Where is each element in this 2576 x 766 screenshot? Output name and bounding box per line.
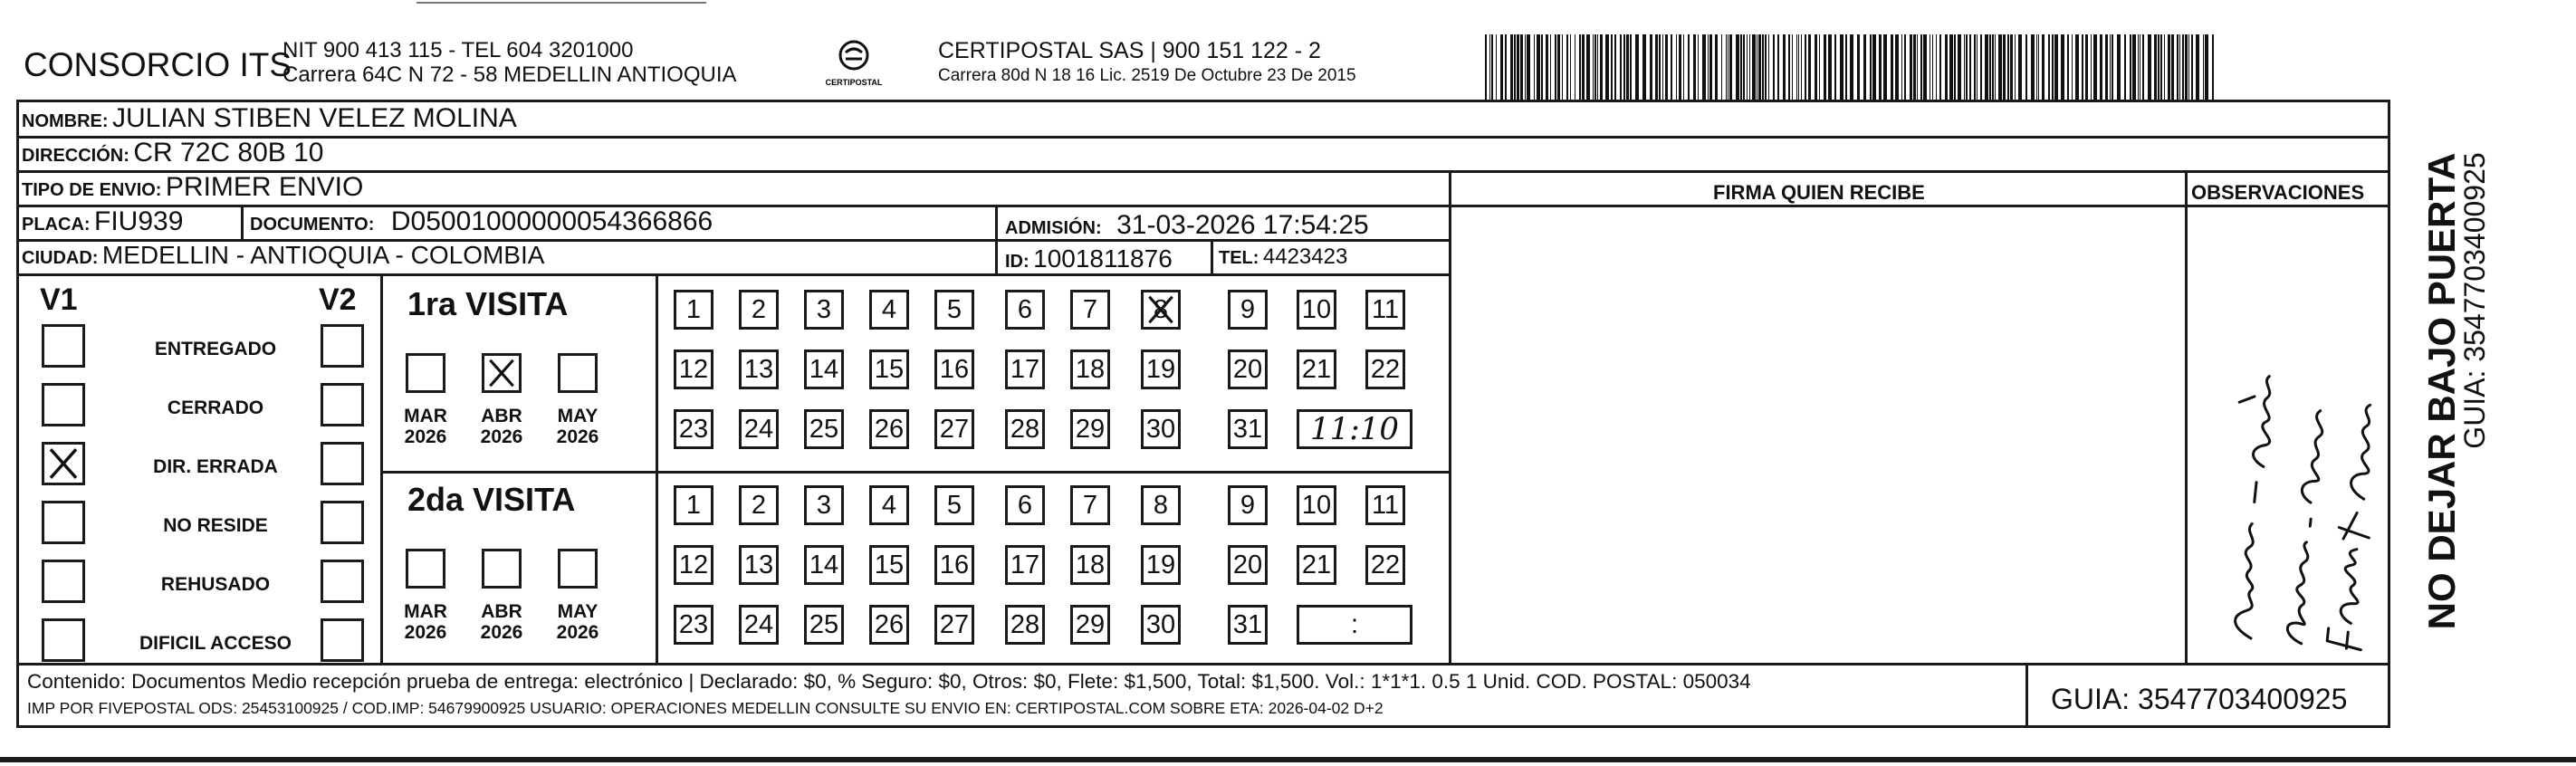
v1-checkbox-no-reside[interactable]	[42, 501, 85, 544]
v2-checkbox-dir-errada[interactable]	[321, 442, 364, 485]
nit-line: NIT 900 413 115 - TEL 604 3201000	[282, 38, 634, 62]
visit-2-day-13[interactable]: 13	[739, 545, 779, 585]
direccion-value: CR 72C 80B 10	[133, 138, 324, 168]
observaciones-header: OBSERVACIONES	[2191, 181, 2365, 204]
visit-2-day-11[interactable]: 11	[1365, 485, 1405, 525]
handwritten-observations	[2188, 272, 2378, 656]
visit-1-time[interactable]: 11:10	[1297, 409, 1412, 449]
visit-1-day-1[interactable]: 1	[674, 290, 713, 330]
visit-2-day-15[interactable]: 15	[869, 545, 909, 585]
scan-artifact	[417, 2, 706, 4]
tipo-envio-value: PRIMER ENVIO	[165, 172, 364, 202]
visit-1-day-5[interactable]: 5	[934, 290, 974, 330]
certipostal-line1: CERTIPOSTAL SAS | 900 151 122 - 2	[938, 38, 1321, 63]
placa-cell: PLACA: FIU939	[22, 206, 184, 236]
footer-line2: IMP POR FIVEPOSTAL ODS: 25453100925 / COD.IMP: 54679900925 USUARIO: OPERACIONES MEDELLIN CONSULTE SU ENVIO EN: CERTIPOSTAL.COM SOBRE ETA: 2026-04-02 D+2	[27, 699, 1384, 717]
v1-checkbox-entregado[interactable]	[42, 324, 85, 368]
certipostal-logo	[818, 36, 890, 91]
visit-2-day-19[interactable]: 19	[1141, 545, 1181, 585]
status-label-cerrado: CERRADO	[167, 397, 264, 418]
visit-2-day-10[interactable]: 10	[1297, 485, 1336, 525]
status-label-dificil-acceso: DIFICIL ACCESO	[139, 633, 292, 654]
visit-2-day-27[interactable]: 27	[934, 605, 974, 645]
visit-1-day-7[interactable]: 7	[1070, 290, 1110, 330]
visit-2-day-26[interactable]: 26	[869, 605, 909, 645]
visit-1-day-8[interactable]: 8	[1141, 290, 1181, 330]
visit-1-day-11[interactable]: 11	[1365, 290, 1405, 330]
guia-side: GUIA: 3547703400925	[2458, 152, 2491, 449]
visit-2-day-7[interactable]: 7	[1070, 485, 1110, 525]
visit-1-day-15[interactable]: 15	[869, 349, 909, 389]
v1-checkbox-dir-errada[interactable]	[42, 442, 85, 485]
no-dejar-bajo-puerta: NO DEJAR BAJO PUERTA	[2420, 152, 2463, 630]
visit-2-day-28[interactable]: 28	[1005, 605, 1045, 645]
visit-2-day-5[interactable]: 5	[934, 485, 974, 525]
visit-2-day-22[interactable]: 22	[1365, 545, 1405, 585]
form-frame	[16, 100, 2390, 728]
visit-1-day-18[interactable]: 18	[1070, 349, 1110, 389]
id-cell: ID: 1001811876	[1005, 244, 1173, 273]
visit-1-month-label: MAR 2026	[404, 406, 447, 448]
visit-2-day-3[interactable]: 3	[804, 485, 844, 525]
company-name: CONSORCIO ITS	[24, 46, 292, 83]
visit-1-day-19[interactable]: 19	[1141, 349, 1181, 389]
visit-1-day-4[interactable]: 4	[869, 290, 909, 330]
v1-checkbox-cerrado[interactable]	[42, 383, 85, 426]
ciudad-value: MEDELLIN - ANTIOQUIA - COLOMBIA	[101, 241, 545, 269]
v2-checkbox-cerrado[interactable]	[321, 383, 364, 426]
visit-2-day-29[interactable]: 29	[1070, 605, 1110, 645]
visit-1-day-17[interactable]: 17	[1005, 349, 1045, 389]
visit-1-day-29[interactable]: 29	[1070, 409, 1110, 449]
visit-1-day-9[interactable]: 9	[1228, 290, 1268, 330]
visit-1-day-6[interactable]: 6	[1005, 290, 1045, 330]
visit-1-month-mar-checkbox[interactable]	[406, 353, 445, 393]
guia-footer-box: GUIA: 3547703400925	[2051, 683, 2348, 715]
tipo-envio-row: TIPO DE ENVIO: PRIMER ENVIO	[22, 172, 364, 202]
visit-2-day-1[interactable]: 1	[674, 485, 713, 525]
visit-1-day-14[interactable]: 14	[804, 349, 844, 389]
barcode	[1485, 34, 2214, 100]
visit-1-day-25[interactable]: 25	[804, 409, 844, 449]
visit-1-day-16[interactable]: 16	[934, 349, 974, 389]
tel-value: 4423423	[1262, 244, 1348, 269]
visit-2-day-18[interactable]: 18	[1070, 545, 1110, 585]
visit-1-day-24[interactable]: 24	[739, 409, 779, 449]
visit-1-day-31[interactable]: 31	[1228, 409, 1268, 449]
visit-2-time[interactable]: :	[1297, 605, 1412, 645]
visit-1-day-3[interactable]: 3	[804, 290, 844, 330]
v1-header: V1	[40, 282, 78, 317]
visit-1-month-label: ABR 2026	[480, 406, 523, 448]
ciudad-cell: CIUDAD: MEDELLIN - ANTIOQUIA - COLOMBIA	[22, 241, 545, 269]
visit-1-month-may-checkbox[interactable]	[558, 353, 598, 393]
visit-2-month-may-checkbox[interactable]	[558, 549, 598, 589]
bottom-rule	[0, 757, 2576, 762]
documento-cell: DOCUMENTO: D05001000000054366866	[250, 206, 713, 236]
visit-2-day-20[interactable]: 20	[1228, 545, 1268, 585]
id-value: 1001811876	[1033, 244, 1173, 273]
status-label-no-reside: NO RESIDE	[163, 515, 268, 536]
visit-2-day-30[interactable]: 30	[1141, 605, 1181, 645]
visit-1-day-2[interactable]: 2	[739, 290, 779, 330]
placa-value: FIU939	[94, 206, 184, 236]
v2-header: V2	[319, 282, 357, 317]
v2-checkbox-entregado[interactable]	[321, 324, 364, 368]
status-label-rehusado: REHUSADO	[160, 574, 271, 595]
visit-2-month-mar-checkbox[interactable]	[406, 549, 445, 589]
admision-value: 31-03-2026 17:54:25	[1116, 210, 1369, 240]
direccion-row: DIRECCIÓN: CR 72C 80B 10	[22, 138, 324, 168]
visit-2-month-abr-checkbox[interactable]	[482, 549, 522, 589]
status-label-dir-errada: DIR. ERRADA	[153, 456, 278, 477]
visit-2-day-4[interactable]: 4	[869, 485, 909, 525]
nombre-row: NOMBRE: JULIAN STIBEN VELEZ MOLINA	[22, 103, 517, 133]
admision-cell: ADMISIÓN: 31-03-2026 17:54:25	[1005, 210, 1369, 240]
visit-1-month-label: MAY 2026	[556, 406, 599, 448]
visit-2-day-9[interactable]: 9	[1228, 485, 1268, 525]
visit-2-day-2[interactable]: 2	[739, 485, 779, 525]
visit-2-day-16[interactable]: 16	[934, 545, 974, 585]
v1-checkbox-dificil-acceso[interactable]	[42, 618, 85, 662]
v1-checkbox-rehusado[interactable]	[42, 560, 85, 603]
documento-value: D05001000000054366866	[390, 206, 713, 236]
visit-1-day-28[interactable]: 28	[1005, 409, 1045, 449]
visit-2-month-label: MAR 2026	[404, 601, 447, 644]
address-line: Carrera 64C N 72 - 58 MEDELLIN ANTIOQUIA	[282, 62, 737, 87]
visit-2-day-23[interactable]: 23	[674, 605, 713, 645]
v2-checkbox-rehusado[interactable]	[321, 560, 364, 603]
visit-1-day-22[interactable]: 22	[1365, 349, 1405, 389]
visit-2-day-8[interactable]: 8	[1141, 485, 1181, 525]
tel-cell: TEL: 4423423	[1219, 244, 1348, 269]
visit-2-day-12[interactable]: 12	[674, 545, 713, 585]
firma-header: FIRMA QUIEN RECIBE	[1713, 181, 1925, 204]
visit-2-day-24[interactable]: 24	[739, 605, 779, 645]
visit-2-day-6[interactable]: 6	[1005, 485, 1045, 525]
v2-checkbox-dificil-acceso[interactable]	[321, 618, 364, 662]
svg-text:CERTIPOSTAL: CERTIPOSTAL	[825, 78, 883, 87]
footer-line1: Contenido: Documentos Medio recepción prueba de entrega: electrónico | Declarado: $0, % Seguro: $0, Otros: $0, Flete: $1,500, Total: $1,500. Vol.: 1*1*1. 0.5 1 Unid. COD. POSTAL: 050034	[27, 670, 1751, 693]
visit-2-day-31[interactable]: 31	[1228, 605, 1268, 645]
visit-title-2: 2da VISITA	[407, 481, 576, 518]
visit-1-day-10[interactable]: 10	[1297, 290, 1336, 330]
status-label-entregado: ENTREGADO	[154, 339, 277, 359]
nombre-value: JULIAN STIBEN VELEZ MOLINA	[112, 103, 517, 133]
visit-1-day-20[interactable]: 20	[1228, 349, 1268, 389]
visit-1-day-13[interactable]: 13	[739, 349, 779, 389]
visit-1-day-27[interactable]: 27	[934, 409, 974, 449]
visit-2-day-17[interactable]: 17	[1005, 545, 1045, 585]
visit-2-day-21[interactable]: 21	[1297, 545, 1336, 585]
visit-1-month-abr-checkbox[interactable]	[482, 353, 522, 393]
visit-1-day-26[interactable]: 26	[869, 409, 909, 449]
visit-1-day-30[interactable]: 30	[1141, 409, 1181, 449]
certipostal-line2: Carrera 80d N 18 16 Lic. 2519 De Octubre 23 De 2015	[938, 66, 1356, 85]
visit-1-day-21[interactable]: 21	[1297, 349, 1336, 389]
v2-checkbox-no-reside[interactable]	[321, 501, 364, 544]
visit-2-day-14[interactable]: 14	[804, 545, 844, 585]
visit-title-1: 1ra VISITA	[407, 285, 569, 322]
visit-1-day-12[interactable]: 12	[674, 349, 713, 389]
visit-2-month-label: ABR 2026	[480, 601, 523, 644]
visit-2-month-label: MAY 2026	[556, 601, 599, 644]
visit-1-day-23[interactable]: 23	[674, 409, 713, 449]
visit-2-day-25[interactable]: 25	[804, 605, 844, 645]
